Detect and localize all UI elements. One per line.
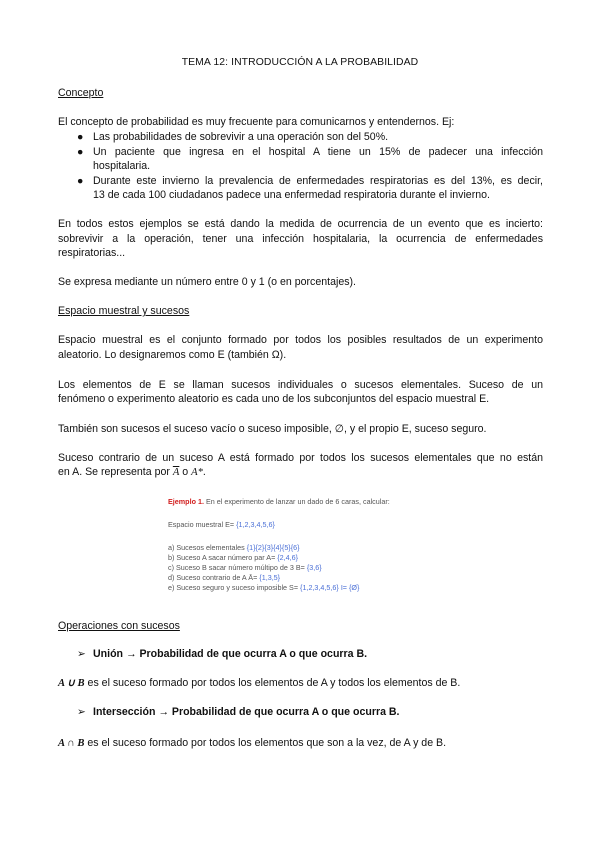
text-span: o [179, 466, 192, 478]
text-span: . [202, 466, 206, 478]
paragraph-line: Los elementos de E se llaman sucesos individuales o sucesos elementales. Suceso de un [58, 379, 543, 391]
intersection-title: Intersección → Probabilidad de que ocurra A o que ocurra B. [93, 706, 400, 718]
paragraph-line: Se expresa mediante un número entre 0 y 1 (o en porcentajes). [58, 276, 356, 288]
example-title [168, 497, 390, 506]
example-item-value: {1,2,3,4,5,6} I= {Ø} [300, 583, 360, 592]
bullet-text-continued: hospitalaria. [93, 160, 151, 172]
example-item [168, 563, 322, 572]
example-item [168, 543, 300, 552]
example-espacio [168, 520, 275, 529]
paragraph-line: En todos estos ejemplos se está dando la medida de ocurrencia de un evento que es incierto: [58, 218, 543, 230]
example-item [168, 573, 280, 582]
example-image [168, 497, 468, 607]
union-definition [58, 677, 460, 689]
union-text: es el suceso formado por todos los elementos de A y todos los elementos de B. [84, 677, 461, 689]
paragraph-line: Suceso contrario de un suceso A está formado por todos los sucesos elementales que no están [58, 452, 543, 464]
example-item-text: c) Suceso B sacar número múltipo de 3 B= [168, 563, 307, 572]
bullet-text-continued: 13 de cada 100 ciudadanos padece una enfermedad respiratoria durante el invierno. [93, 189, 490, 201]
intersection-definition [58, 737, 446, 749]
example-text: En el experimento de lanzar un dado de 6 caras, calcular: [203, 497, 390, 506]
example-item-text: d) Suceso contrario de A Ā= [168, 573, 260, 582]
text-span: en A. Se representa por [58, 466, 173, 478]
example-label: Ejemplo 1. [168, 497, 204, 506]
bullet-icon: ● [77, 146, 84, 158]
arrow-bullet-icon: ➢ [77, 648, 86, 660]
paragraph-line: aleatorio. Lo designaremos como E (también Ω). [58, 349, 287, 361]
concepto-intro: El concepto de probabilidad es muy frecuente para comunicarnos y entendernos. Ej: [58, 116, 455, 128]
paragraph-line: respiratorias... [58, 247, 126, 259]
paragraph-line: También son sucesos el suceso vacío o suceso imposible, ∅, y el propio E, suceso seguro. [58, 423, 487, 435]
complement-star-symbol: A* [191, 467, 203, 478]
paragraph-line: sobrevivir a la operación, tener una infección hospitalaria, la ocurrencia de enfermedades [58, 233, 543, 245]
bullet-text: Un paciente que ingresa en el hospital A tiene un 15% de padecer una infección [93, 146, 543, 158]
example-item-text: b) Suceso A sacar número par A= [168, 553, 278, 562]
page-title: TEMA 12: INTRODUCCIÓN A LA PROBABILIDAD [181, 57, 419, 68]
example-espacio-label: Espacio muestral E= [168, 520, 237, 529]
bullet-text: Las probabilidades de sobrevivir a una operación son del 50%. [93, 131, 389, 143]
section-heading-concepto: Concepto [58, 87, 104, 99]
example-item [168, 583, 359, 592]
bullet-icon: ● [77, 131, 84, 143]
bullet-text: Durante este invierno la prevalencia de enfermedades respiratorias es del 13%, es decir, [93, 175, 543, 187]
union-title: Unión → Probabilidad de que ocurra A o que ocurra B. [93, 648, 368, 660]
paragraph-line: Espacio muestral es el conjunto formado por todos los posibles resultados de un experimento [58, 334, 543, 346]
example-item-text: a) Sucesos elementales [168, 543, 247, 552]
example-item-value: {3,6} [306, 563, 322, 572]
intersection-symbol: A ∩ B [58, 738, 85, 749]
bullet-icon: ● [77, 175, 84, 187]
complement-bar-symbol: $\overline{A}$ [172, 467, 180, 478]
example-item-value: {2,4,6} [277, 553, 299, 562]
intersection-text: es el suceso formado por todos los elementos que son a la vez, de A y de B. [84, 737, 447, 749]
example-item-text: e) Suceso seguro y suceso imposible S= [168, 583, 301, 592]
section-heading-operaciones: Operaciones con sucesos [58, 620, 180, 632]
example-espacio-value: {1,2,3,4,5,6} [236, 520, 275, 529]
section-heading-espacio: Espacio muestral y sucesos [58, 305, 190, 317]
example-item-value: {1}{2}{3}{4}{5}{6} [246, 543, 300, 552]
paragraph-line-with-math [58, 466, 206, 478]
example-item [168, 553, 298, 562]
paragraph-line: fenómeno o experimento aleatorio es cada uno de los subconjuntos del espacio muestral E. [58, 393, 490, 405]
arrow-bullet-icon: ➢ [77, 706, 86, 718]
example-item-value: {1,3,5} [259, 573, 281, 582]
union-symbol: A ∪ B [58, 678, 85, 689]
